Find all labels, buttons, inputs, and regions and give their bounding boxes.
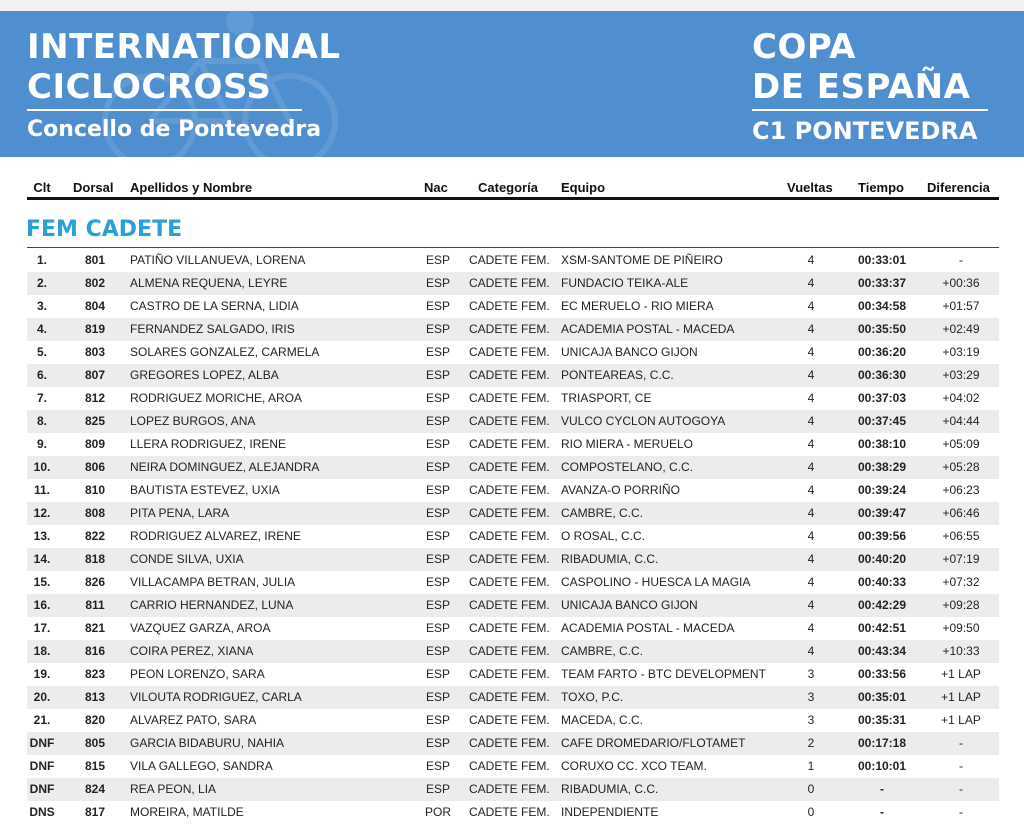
event-title-block — [27, 27, 341, 143]
result-team: FUNDACIO TEIKA-ALE — [561, 276, 689, 290]
result-nationality: ESP — [425, 391, 450, 405]
header-difference: Diferencia — [927, 180, 990, 195]
result-name: VILLACAMPA BETRAN, JULIA — [130, 575, 296, 589]
result-nationality: ESP — [425, 552, 450, 566]
result-category: CADETE FEM. — [469, 414, 550, 428]
result-time: 00:39:24 — [857, 483, 907, 497]
header-divider — [27, 197, 999, 200]
header-time: Tiempo — [858, 180, 904, 195]
title-divider — [27, 109, 302, 111]
result-time: 00:37:45 — [857, 414, 907, 428]
result-position: 9. — [36, 437, 47, 451]
result-difference: +01:57 — [942, 299, 980, 313]
result-nationality: POR — [424, 805, 451, 819]
result-name: SOLARES GONZALEZ, CARMELA — [130, 345, 320, 359]
result-category: CADETE FEM. — [469, 690, 550, 704]
result-difference: +10:33 — [942, 644, 980, 658]
cup-venue: C1 PONTEVEDRA — [752, 117, 978, 145]
cup-title-block — [752, 27, 988, 145]
result-team: ACADEMIA POSTAL - MACEDA — [561, 621, 735, 635]
result-time: 00:36:30 — [857, 368, 907, 382]
result-category: CADETE FEM. — [469, 391, 550, 405]
cup-divider — [752, 109, 988, 111]
result-dorsal: 823 — [84, 667, 106, 681]
result-difference: +04:44 — [942, 414, 980, 428]
result-dorsal: 804 — [84, 299, 106, 313]
result-difference: +04:02 — [942, 391, 980, 405]
table-row — [27, 709, 999, 732]
result-nationality: ESP — [425, 460, 450, 474]
result-difference: +09:50 — [942, 621, 980, 635]
result-name: PITA PENA, LARA — [130, 506, 230, 520]
result-category: CADETE FEM. — [469, 460, 550, 474]
result-dorsal: 822 — [84, 529, 106, 543]
result-name: REA PEON, LIA — [130, 782, 217, 796]
table-row — [27, 272, 999, 295]
cup-title-line2: DE ESPAÑA — [752, 67, 971, 107]
result-position: 13. — [33, 529, 51, 543]
result-position: 4. — [36, 322, 47, 336]
result-category: CADETE FEM. — [469, 736, 550, 750]
result-name: LLERA RODRIGUEZ, IRENE — [130, 437, 287, 451]
result-category: CADETE FEM. — [469, 598, 550, 612]
result-time: 00:40:33 — [857, 575, 907, 589]
table-row — [27, 295, 999, 318]
result-name: CONDE SILVA, UXIA — [130, 552, 244, 566]
header-team: Equipo — [561, 180, 606, 195]
result-time: 00:40:20 — [857, 552, 907, 566]
result-team: CASPOLINO - HUESCA LA MAGIA — [561, 575, 751, 589]
result-difference: +1 LAP — [941, 690, 981, 704]
result-difference: +09:28 — [942, 598, 980, 612]
result-dorsal: 824 — [84, 782, 106, 796]
result-position: 6. — [36, 368, 47, 382]
result-dorsal: 815 — [84, 759, 106, 773]
result-dorsal: 802 — [84, 276, 106, 290]
table-row — [27, 479, 999, 502]
result-name: NEIRA DOMINGUEZ, ALEJANDRA — [130, 460, 320, 474]
result-dorsal: 820 — [84, 713, 106, 727]
result-position: 19. — [33, 667, 51, 681]
result-team: TRIASPORT, CE — [561, 391, 652, 405]
result-dorsal: 806 — [84, 460, 106, 474]
result-name: LOPEZ BURGOS, ANA — [130, 414, 256, 428]
result-laps: 4 — [807, 437, 815, 451]
result-category: CADETE FEM. — [469, 782, 550, 796]
header-position: Clt — [33, 180, 51, 195]
result-time: 00:42:29 — [857, 598, 907, 612]
table-row — [27, 640, 999, 663]
result-nationality: ESP — [425, 368, 450, 382]
result-time: 00:39:47 — [857, 506, 907, 520]
event-banner — [0, 11, 1024, 157]
result-position: 14. — [33, 552, 51, 566]
table-row — [27, 364, 999, 387]
result-difference: +07:19 — [942, 552, 980, 566]
table-row — [27, 548, 999, 571]
table-row — [27, 594, 999, 617]
result-name: ALMENA REQUENA, LEYRE — [130, 276, 288, 290]
result-category: CADETE FEM. — [469, 575, 550, 589]
result-team: CAMBRE, C.C. — [561, 506, 644, 520]
result-laps: 4 — [807, 253, 815, 267]
result-dorsal: 809 — [84, 437, 106, 451]
result-category: CADETE FEM. — [469, 437, 550, 451]
result-team: UNICAJA BANCO GIJON — [561, 345, 698, 359]
result-laps: 4 — [807, 644, 815, 658]
result-team: XSM-SANTOME DE PIÑEIRO — [561, 253, 723, 267]
result-category: CADETE FEM. — [469, 621, 550, 635]
result-nationality: ESP — [425, 690, 450, 704]
result-team: AVANZA-O PORRIÑO — [561, 483, 680, 497]
table-row — [27, 663, 999, 686]
result-dorsal: 818 — [84, 552, 106, 566]
result-name: CARRIO HERNANDEZ, LUNA — [130, 598, 294, 612]
header-category: Categoría — [478, 180, 538, 195]
result-team: CAFE DROMEDARIO/FLOTAMET — [561, 736, 746, 750]
result-position: 1. — [36, 253, 47, 267]
result-position: DNS — [29, 805, 55, 819]
section-divider — [27, 247, 999, 248]
result-difference: +06:55 — [942, 529, 980, 543]
result-time: 00:35:01 — [857, 690, 907, 704]
result-dorsal: 801 — [84, 253, 106, 267]
result-laps: 4 — [807, 575, 815, 589]
result-difference: +03:19 — [942, 345, 980, 359]
result-difference: - — [959, 736, 963, 750]
result-time: 00:37:03 — [857, 391, 907, 405]
result-category: CADETE FEM. — [469, 644, 550, 658]
result-category: CADETE FEM. — [469, 713, 550, 727]
result-name: RODRIGUEZ ALVAREZ, IRENE — [130, 529, 301, 543]
result-difference: +05:09 — [942, 437, 980, 451]
result-laps: 4 — [807, 299, 815, 313]
result-difference: +1 LAP — [941, 667, 981, 681]
result-nationality: ESP — [425, 276, 450, 290]
result-nationality: ESP — [425, 598, 450, 612]
table-row — [27, 341, 999, 364]
result-time: 00:42:51 — [857, 621, 907, 635]
table-row — [27, 249, 999, 272]
results-table-body — [27, 249, 999, 824]
result-laps: 4 — [807, 598, 815, 612]
table-row — [27, 318, 999, 341]
result-difference: +06:23 — [942, 483, 980, 497]
result-name: VILA GALLEGO, SANDRA — [130, 759, 273, 773]
result-name: MOREIRA, MATILDE — [130, 805, 244, 819]
section-title: FEM CADETE — [26, 217, 183, 242]
result-time: 00:10:01 — [857, 759, 907, 773]
result-time: 00:33:37 — [857, 276, 907, 290]
table-row — [27, 410, 999, 433]
result-team: COMPOSTELANO, C.C. — [561, 460, 694, 474]
result-name: GARCIA BIDABURU, NAHIA — [130, 736, 285, 750]
result-nationality: ESP — [425, 782, 450, 796]
table-row — [27, 387, 999, 410]
event-title-line1: INTERNATIONAL — [27, 27, 341, 67]
result-nationality: ESP — [425, 644, 450, 658]
result-time: 00:33:56 — [857, 667, 907, 681]
result-laps: 0 — [807, 782, 815, 796]
result-team: ACADEMIA POSTAL - MACEDA — [561, 322, 735, 336]
result-nationality: ESP — [425, 736, 450, 750]
result-category: CADETE FEM. — [469, 299, 550, 313]
event-organizer: Concello de Pontevedra — [27, 117, 322, 142]
result-time: 00:38:10 — [857, 437, 907, 451]
result-time: 00:33:01 — [857, 253, 907, 267]
result-nationality: ESP — [425, 322, 450, 336]
result-team: PONTEAREAS, C.C. — [561, 368, 674, 382]
result-difference: - — [959, 782, 963, 796]
result-category: CADETE FEM. — [469, 552, 550, 566]
result-laps: 4 — [807, 552, 815, 566]
result-name: VAZQUEZ GARZA, AROA — [130, 621, 271, 635]
result-name: BAUTISTA ESTEVEZ, UXIA — [130, 483, 280, 497]
result-laps: 4 — [807, 414, 815, 428]
result-difference: - — [959, 253, 963, 267]
result-difference: +1 LAP — [941, 713, 981, 727]
result-nationality: ESP — [425, 437, 450, 451]
result-team: UNICAJA BANCO GIJON — [561, 598, 698, 612]
result-nationality: ESP — [425, 483, 450, 497]
table-row — [27, 525, 999, 548]
result-name: GREGORES LOPEZ, ALBA — [130, 368, 279, 382]
top-strip — [0, 0, 1024, 11]
result-laps: 3 — [807, 667, 815, 681]
result-laps: 4 — [807, 529, 815, 543]
result-position: DNF — [29, 736, 55, 750]
result-dorsal: 805 — [84, 736, 106, 750]
result-position: 11. — [33, 483, 51, 497]
result-team: RIBADUMIA, C.C. — [561, 552, 659, 566]
result-position: 17. — [33, 621, 51, 635]
result-position: 8. — [36, 414, 47, 428]
result-laps: 4 — [807, 322, 815, 336]
result-name: PATIÑO VILLANUEVA, LORENA — [130, 253, 306, 267]
result-position: DNF — [29, 759, 55, 773]
result-difference: +03:29 — [942, 368, 980, 382]
result-dorsal: 807 — [84, 368, 106, 382]
result-nationality: ESP — [425, 345, 450, 359]
header-laps: Vueltas — [787, 180, 833, 195]
result-category: CADETE FEM. — [469, 483, 550, 497]
result-dorsal: 811 — [85, 598, 105, 612]
result-team: MACEDA, C.C. — [561, 713, 644, 727]
result-name: CASTRO DE LA SERNA, LIDIA — [130, 299, 299, 313]
result-team: INDEPENDIENTE — [561, 805, 659, 819]
result-nationality: ESP — [425, 414, 450, 428]
result-laps: 3 — [807, 690, 815, 704]
result-time: 00:17:18 — [857, 736, 907, 750]
result-time: 00:43:34 — [857, 644, 907, 658]
result-category: CADETE FEM. — [469, 667, 550, 681]
result-name: ALVAREZ PATO, SARA — [130, 713, 257, 727]
result-time: 00:35:31 — [857, 713, 907, 727]
result-name: RODRIGUEZ MORICHE, AROA — [130, 391, 303, 405]
result-name: VILOUTA RODRIGUEZ, CARLA — [130, 690, 302, 704]
result-team: CORUXO CC. XCO TEAM. — [561, 759, 707, 773]
result-dorsal: 808 — [84, 506, 106, 520]
result-category: CADETE FEM. — [469, 759, 550, 773]
header-name: Apellidos y Nombre — [130, 180, 253, 195]
result-difference: +06:46 — [942, 506, 980, 520]
result-position: DNF — [29, 782, 55, 796]
result-time: 00:39:56 — [857, 529, 907, 543]
table-row — [27, 755, 999, 778]
header-nationality: Nac — [424, 180, 448, 195]
table-row — [27, 502, 999, 525]
result-dorsal: 826 — [84, 575, 106, 589]
result-laps: 1 — [807, 759, 815, 773]
result-category: CADETE FEM. — [469, 253, 550, 267]
table-row — [27, 686, 999, 709]
result-laps: 4 — [807, 345, 815, 359]
result-category: CADETE FEM. — [469, 368, 550, 382]
result-difference: +07:32 — [942, 575, 980, 589]
table-row — [27, 433, 999, 456]
result-nationality: ESP — [425, 529, 450, 543]
result-position: 2. — [36, 276, 47, 290]
result-dorsal: 810 — [84, 483, 106, 497]
result-laps: 4 — [807, 483, 815, 497]
result-position: 3. — [36, 299, 47, 313]
result-team: RIO MIERA - MERUELO — [561, 437, 694, 451]
result-category: CADETE FEM. — [469, 805, 550, 819]
result-position: 20. — [33, 690, 51, 704]
result-team: TEAM FARTO - BTC DEVELOPMENT — [561, 667, 766, 681]
result-nationality: ESP — [425, 713, 450, 727]
result-team: CAMBRE, C.C. — [561, 644, 644, 658]
result-difference: - — [959, 759, 963, 773]
result-team: RIBADUMIA, C.C. — [561, 782, 659, 796]
result-time: 00:36:20 — [857, 345, 907, 359]
result-laps: 4 — [807, 368, 815, 382]
result-nationality: ESP — [425, 667, 450, 681]
result-nationality: ESP — [425, 759, 450, 773]
result-time: 00:35:50 — [857, 322, 907, 336]
result-laps: 0 — [807, 805, 815, 819]
result-laps: 4 — [807, 391, 815, 405]
result-time: 00:38:29 — [857, 460, 907, 474]
result-time: - — [880, 782, 884, 796]
result-dorsal: 817 — [84, 805, 106, 819]
result-dorsal: 816 — [84, 644, 106, 658]
result-position: 5. — [36, 345, 47, 359]
result-nationality: ESP — [425, 299, 450, 313]
result-name: FERNANDEZ SALGADO, IRIS — [130, 322, 295, 336]
result-difference: +05:28 — [942, 460, 980, 474]
result-position: 18. — [33, 644, 51, 658]
result-category: CADETE FEM. — [469, 345, 550, 359]
result-position: 16. — [33, 598, 51, 612]
result-difference: - — [959, 805, 963, 819]
result-laps: 4 — [807, 276, 815, 290]
result-team: EC MERUELO - RIO MIERA — [561, 299, 714, 313]
table-row — [27, 571, 999, 594]
result-laps: 4 — [807, 621, 815, 635]
result-category: CADETE FEM. — [469, 529, 550, 543]
result-team: VULCO CYCLON AUTOGOYA — [561, 414, 726, 428]
table-row — [27, 732, 999, 755]
result-dorsal: 825 — [84, 414, 106, 428]
result-nationality: ESP — [425, 506, 450, 520]
result-laps: 4 — [807, 506, 815, 520]
table-row — [27, 456, 999, 479]
result-dorsal: 813 — [84, 690, 106, 704]
table-row — [27, 778, 999, 801]
result-position: 7. — [36, 391, 47, 405]
result-name: PEON LORENZO, SARA — [130, 667, 265, 681]
result-dorsal: 803 — [84, 345, 106, 359]
cup-title-line1: COPA — [752, 27, 856, 67]
event-title-line2: CICLOCROSS — [27, 67, 272, 107]
result-difference: +02:49 — [942, 322, 980, 336]
result-position: 12. — [33, 506, 51, 520]
result-laps: 3 — [807, 713, 815, 727]
result-name: COIRA PEREZ, XIANA — [130, 644, 254, 658]
result-laps: 4 — [807, 460, 815, 474]
result-difference: +00:36 — [942, 276, 980, 290]
result-time: - — [880, 805, 884, 819]
result-category: CADETE FEM. — [469, 506, 550, 520]
table-row — [27, 617, 999, 640]
result-position: 21. — [33, 713, 51, 727]
result-laps: 2 — [807, 736, 815, 750]
result-team: TOXO, P.C. — [561, 690, 624, 704]
result-category: CADETE FEM. — [469, 322, 550, 336]
result-position: 15. — [33, 575, 51, 589]
results-table-header — [0, 180, 1024, 196]
result-time: 00:34:58 — [857, 299, 907, 313]
table-row — [27, 801, 999, 824]
result-position: 10. — [33, 460, 51, 474]
result-team: O ROSAL, C.C. — [561, 529, 646, 543]
result-nationality: ESP — [425, 575, 450, 589]
result-dorsal: 821 — [84, 621, 106, 635]
result-nationality: ESP — [425, 253, 450, 267]
header-dorsal: Dorsal — [73, 180, 114, 195]
result-dorsal: 819 — [84, 322, 106, 336]
result-category: CADETE FEM. — [469, 276, 550, 290]
result-nationality: ESP — [425, 621, 450, 635]
result-dorsal: 812 — [84, 391, 106, 405]
